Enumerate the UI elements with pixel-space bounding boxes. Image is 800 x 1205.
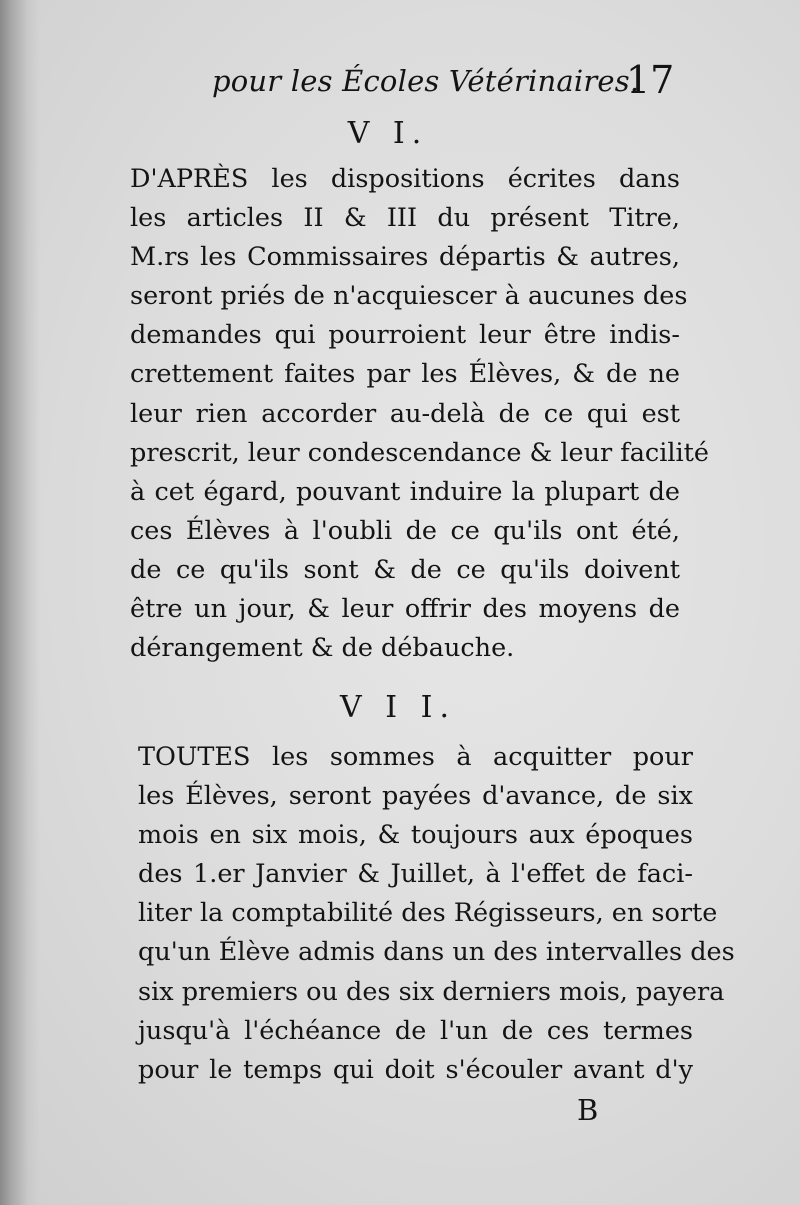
text-line: leur rien accorder au-delà de ce qui est xyxy=(130,398,680,429)
page-number: 17 xyxy=(626,58,675,102)
text-line: TOUTES les sommes à acquitter pour xyxy=(138,742,693,772)
text-line: être un jour, & leur offrir des moyens de xyxy=(130,594,680,625)
page-gutter-shadow xyxy=(0,0,40,1205)
text-line: liter la comptabilité des Régisseurs, en sorte xyxy=(138,898,718,929)
section-heading-vii: V I I. xyxy=(340,690,456,725)
text-line: les Élèves, seront payées d'avance, de six xyxy=(138,781,693,812)
text-line: mois en six mois, & toujours aux époques xyxy=(138,820,693,851)
section-heading-vi: V I. xyxy=(347,116,429,151)
text-line: seront priés de n'acquiescer à aucunes des xyxy=(130,281,688,312)
page-header xyxy=(0,58,800,108)
text-line: prescrit, leur condescendance & leur facilité xyxy=(130,437,710,468)
text-line: M.rs les Commissaires départis & autres, xyxy=(130,242,680,273)
text-line: qu'un Élève admis dans un des intervalles des xyxy=(138,937,735,968)
text-line: crettement faites par les Élèves, & de ne xyxy=(130,359,680,390)
text-line: les articles II & III du présent Titre, xyxy=(130,203,680,234)
text-line: de ce qu'ils sont & de ce qu'ils doivent xyxy=(130,554,680,585)
text-line: D'APRÈS les dispositions écrites dans xyxy=(130,164,680,194)
text-line: dérangement & de débauche. xyxy=(130,633,515,664)
text-line: à cet égard, pouvant induire la plupart de xyxy=(130,476,680,507)
text-line: ces Élèves à l'oubli de ce qu'ils ont été, xyxy=(130,515,680,546)
text-line: demandes qui pourroient leur être indis- xyxy=(130,320,680,351)
section-body-vii xyxy=(138,738,735,1090)
text-line: jusqu'à l'échéance de l'un de ces termes xyxy=(138,1015,693,1046)
text-line: six premiers ou des six derniers mois, payera xyxy=(138,976,725,1007)
text-line: des 1.er Janvier & Juillet, à l'effet de faci- xyxy=(138,859,693,890)
section-body-vi xyxy=(130,160,710,668)
text-line: pour le temps qui doit s'écouler avant d'y xyxy=(138,1054,693,1085)
signature-mark: B xyxy=(577,1093,599,1127)
running-title: pour les Écoles Vétérinaires. xyxy=(212,64,640,98)
